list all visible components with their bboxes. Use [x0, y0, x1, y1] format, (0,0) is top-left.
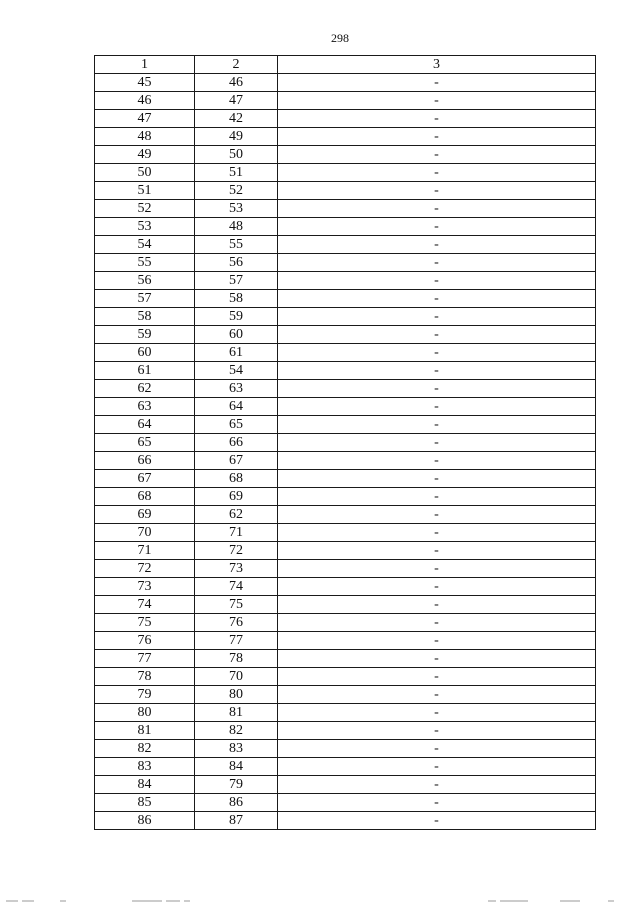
- table-cell-col-3: -: [278, 416, 596, 434]
- table-cell-col-1: 85: [95, 794, 195, 812]
- table-row: [95, 740, 596, 758]
- table-cell-col-2: 60: [195, 326, 278, 344]
- table-cell-col-2: 78: [195, 650, 278, 668]
- table-cell-col-3: -: [278, 812, 596, 830]
- table-row: [95, 380, 596, 398]
- table-row: [95, 164, 596, 182]
- table-cell-col-1: 63: [95, 398, 195, 416]
- table-cell-col-1: 70: [95, 524, 195, 542]
- table-cell-col-1: 73: [95, 578, 195, 596]
- table-row: [95, 326, 596, 344]
- table-cell-col-2: 79: [195, 776, 278, 794]
- table-row: [95, 578, 596, 596]
- table-cell-col-3: -: [278, 614, 596, 632]
- table-cell-col-3: -: [278, 704, 596, 722]
- table-row: [95, 434, 596, 452]
- table-cell-col-1: 62: [95, 380, 195, 398]
- table-row: [95, 218, 596, 236]
- table-cell-col-2: 70: [195, 668, 278, 686]
- table-row: [95, 416, 596, 434]
- table-cell-col-2: 49: [195, 128, 278, 146]
- table-cell-col-1: 47: [95, 110, 195, 128]
- table-row: [95, 236, 596, 254]
- table-cell-col-3: -: [278, 758, 596, 776]
- table-row: [95, 398, 596, 416]
- table-row: [95, 200, 596, 218]
- table-cell-col-1: 56: [95, 272, 195, 290]
- table-cell-col-1: 74: [95, 596, 195, 614]
- table-cell-col-3: -: [278, 578, 596, 596]
- table-row: [95, 686, 596, 704]
- table-row: [95, 362, 596, 380]
- table-cell-col-1: 82: [95, 740, 195, 758]
- table-cell-col-2: 86: [195, 794, 278, 812]
- table-cell-col-1: 66: [95, 452, 195, 470]
- table-cell-col-3: -: [278, 632, 596, 650]
- table-cell-col-1: 84: [95, 776, 195, 794]
- table-cell-col-2: 57: [195, 272, 278, 290]
- table-cell-col-3: -: [278, 182, 596, 200]
- table-cell-col-3: -: [278, 470, 596, 488]
- table-row: [95, 470, 596, 488]
- table-cell-col-2: 71: [195, 524, 278, 542]
- table-cell-col-3: -: [278, 650, 596, 668]
- table-cell-col-1: 71: [95, 542, 195, 560]
- table-cell-col-3: -: [278, 200, 596, 218]
- table-cell-col-3: -: [278, 506, 596, 524]
- table-cell-col-2: 74: [195, 578, 278, 596]
- table-cell-col-2: 53: [195, 200, 278, 218]
- table-cell-col-1: 83: [95, 758, 195, 776]
- table-cell-col-3: -: [278, 272, 596, 290]
- table-cell-col-1: 54: [95, 236, 195, 254]
- table-cell-col-3: -: [278, 308, 596, 326]
- table-row: [95, 758, 596, 776]
- table-row: [95, 524, 596, 542]
- table-cell-col-2: 87: [195, 812, 278, 830]
- table-row: [95, 128, 596, 146]
- table-cell-col-2: 63: [195, 380, 278, 398]
- column-header-1: 1: [95, 56, 195, 74]
- table-row: [95, 776, 596, 794]
- table-cell-col-3: -: [278, 686, 596, 704]
- table-row: [95, 506, 596, 524]
- table-cell-col-2: 80: [195, 686, 278, 704]
- table-cell-col-2: 75: [195, 596, 278, 614]
- table-cell-col-1: 61: [95, 362, 195, 380]
- table-row: [95, 272, 596, 290]
- table-cell-col-1: 60: [95, 344, 195, 362]
- table-cell-col-3: -: [278, 110, 596, 128]
- table-cell-col-3: -: [278, 398, 596, 416]
- table-cell-col-2: 83: [195, 740, 278, 758]
- table-row: [95, 632, 596, 650]
- table-cell-col-1: 50: [95, 164, 195, 182]
- table-cell-col-2: 84: [195, 758, 278, 776]
- table-cell-col-1: 68: [95, 488, 195, 506]
- table-cell-col-3: -: [278, 596, 596, 614]
- table-cell-col-3: -: [278, 128, 596, 146]
- table-cell-col-3: -: [278, 362, 596, 380]
- table-row: [95, 704, 596, 722]
- table-row: [95, 488, 596, 506]
- table-cell-col-1: 52: [95, 200, 195, 218]
- table-cell-col-1: 80: [95, 704, 195, 722]
- table-row: [95, 542, 596, 560]
- column-header-3: 3: [278, 56, 596, 74]
- table-cell-col-3: -: [278, 668, 596, 686]
- table-cell-col-3: -: [278, 434, 596, 452]
- table-cell-col-1: 65: [95, 434, 195, 452]
- table-cell-col-1: 59: [95, 326, 195, 344]
- table-cell-col-2: 62: [195, 506, 278, 524]
- table-cell-col-3: -: [278, 794, 596, 812]
- table-cell-col-3: -: [278, 380, 596, 398]
- table-row: [95, 92, 596, 110]
- table-cell-col-2: 68: [195, 470, 278, 488]
- table-cell-col-2: 58: [195, 290, 278, 308]
- table-cell-col-1: 67: [95, 470, 195, 488]
- table-cell-col-2: 77: [195, 632, 278, 650]
- table-cell-col-2: 81: [195, 704, 278, 722]
- table-row: [95, 794, 596, 812]
- table-cell-col-1: 53: [95, 218, 195, 236]
- table-cell-col-2: 55: [195, 236, 278, 254]
- table-cell-col-1: 49: [95, 146, 195, 164]
- table-cell-col-3: -: [278, 236, 596, 254]
- table-cell-col-2: 66: [195, 434, 278, 452]
- table-cell-col-3: -: [278, 290, 596, 308]
- table-cell-col-1: 75: [95, 614, 195, 632]
- table-row: [95, 344, 596, 362]
- table-cell-col-2: 73: [195, 560, 278, 578]
- table-row: [95, 614, 596, 632]
- table-row: [95, 308, 596, 326]
- table-cell-col-1: 78: [95, 668, 195, 686]
- table-cell-col-2: 65: [195, 416, 278, 434]
- table-cell-col-2: 76: [195, 614, 278, 632]
- table-row: [95, 254, 596, 272]
- table-row: [95, 812, 596, 830]
- table-row: [95, 182, 596, 200]
- table-cell-col-1: 45: [95, 74, 195, 92]
- table-cell-col-3: -: [278, 164, 596, 182]
- table-cell-col-2: 59: [195, 308, 278, 326]
- table-cell-col-1: 77: [95, 650, 195, 668]
- table-cell-col-3: -: [278, 524, 596, 542]
- table-row: [95, 722, 596, 740]
- table-row: [95, 290, 596, 308]
- table-cell-col-3: -: [278, 542, 596, 560]
- table-row: [95, 668, 596, 686]
- table-cell-col-2: 72: [195, 542, 278, 560]
- table-row: [95, 650, 596, 668]
- table-cell-col-3: -: [278, 452, 596, 470]
- table-cell-col-3: -: [278, 740, 596, 758]
- page-number: 298: [331, 31, 349, 45]
- table-cell-col-2: 46: [195, 74, 278, 92]
- table-row: [95, 110, 596, 128]
- table-cell-col-1: 86: [95, 812, 195, 830]
- table-cell-col-2: 51: [195, 164, 278, 182]
- table-cell-col-2: 69: [195, 488, 278, 506]
- column-header-2: 2: [195, 56, 278, 74]
- table-cell-col-3: -: [278, 218, 596, 236]
- table-cell-col-1: 46: [95, 92, 195, 110]
- table-cell-col-2: 61: [195, 344, 278, 362]
- data-table: [94, 55, 596, 830]
- table-cell-col-1: 64: [95, 416, 195, 434]
- table-cell-col-2: 52: [195, 182, 278, 200]
- table-header-row: [95, 56, 596, 74]
- table-cell-col-2: 48: [195, 218, 278, 236]
- table-cell-col-1: 81: [95, 722, 195, 740]
- table-cell-col-2: 67: [195, 452, 278, 470]
- table-cell-col-2: 54: [195, 362, 278, 380]
- table-cell-col-3: -: [278, 74, 596, 92]
- table-cell-col-1: 57: [95, 290, 195, 308]
- table-cell-col-2: 47: [195, 92, 278, 110]
- table-cell-col-1: 76: [95, 632, 195, 650]
- table-cell-col-3: -: [278, 344, 596, 362]
- scan-artifacts: [0, 895, 640, 905]
- table-cell-col-2: 50: [195, 146, 278, 164]
- table-cell-col-3: -: [278, 146, 596, 164]
- table-row: [95, 452, 596, 470]
- table-cell-col-1: 51: [95, 182, 195, 200]
- table-cell-col-3: -: [278, 722, 596, 740]
- table-cell-col-3: -: [278, 92, 596, 110]
- table-cell-col-3: -: [278, 560, 596, 578]
- table-cell-col-2: 64: [195, 398, 278, 416]
- table-cell-col-1: 79: [95, 686, 195, 704]
- table-cell-col-1: 69: [95, 506, 195, 524]
- table-cell-col-2: 42: [195, 110, 278, 128]
- table-cell-col-3: -: [278, 326, 596, 344]
- table-cell-col-1: 58: [95, 308, 195, 326]
- table-row: [95, 596, 596, 614]
- table-cell-col-2: 82: [195, 722, 278, 740]
- table-row: [95, 74, 596, 92]
- table-cell-col-1: 55: [95, 254, 195, 272]
- table-row: [95, 146, 596, 164]
- table-cell-col-3: -: [278, 254, 596, 272]
- table-cell-col-3: -: [278, 776, 596, 794]
- table-cell-col-2: 56: [195, 254, 278, 272]
- table-cell-col-1: 72: [95, 560, 195, 578]
- table-body: [95, 56, 596, 830]
- table-cell-col-1: 48: [95, 128, 195, 146]
- table-row: [95, 560, 596, 578]
- table-cell-col-3: -: [278, 488, 596, 506]
